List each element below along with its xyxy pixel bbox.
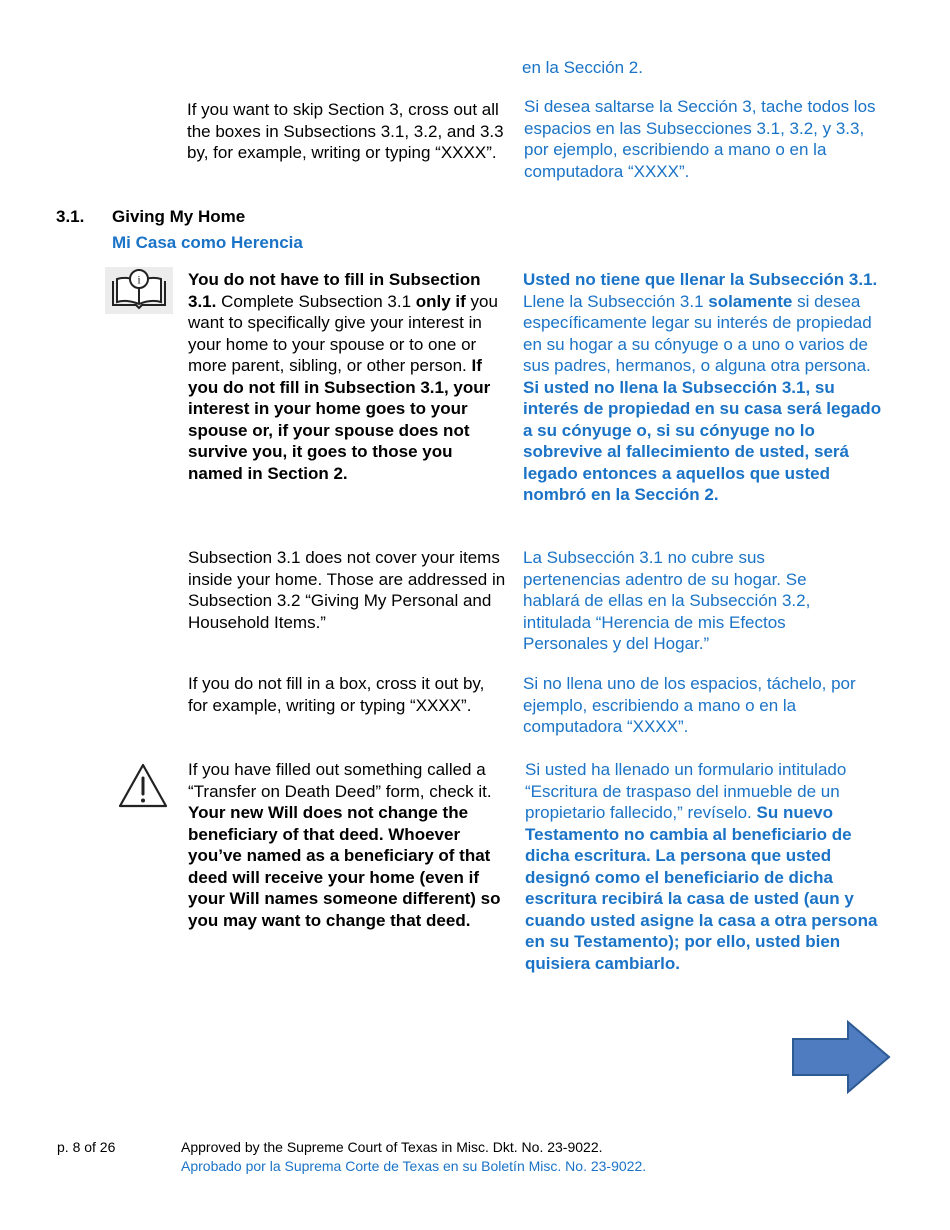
right-arrow-icon[interactable] bbox=[792, 1020, 892, 1094]
book-info-icon bbox=[105, 267, 173, 314]
warning-block-en bbox=[188, 759, 510, 931]
svg-text:i: i bbox=[137, 272, 141, 287]
info-block-es bbox=[523, 269, 885, 506]
crossout-block-en: If you do not fill in a box, cross it out by, for example, writing or typing “XXXX”. bbox=[188, 674, 485, 715]
warning-en-bold-2: Your new Will does not change the beneficiary of that deed. Whoever you’ve named as a beneficiary of that deed will receive your home (even if your Will names someone different) so you may want to change that deed. bbox=[188, 803, 501, 930]
footer-approved-es: Aprobado por la Suprema Corte de Texas en su Boletín Misc. No. 23-9022. bbox=[181, 1158, 647, 1174]
info-es-text-2: Llene la Subsección 3.1 bbox=[523, 291, 709, 311]
footer-approved-en: Approved by the Supreme Court of Texas in Misc. Dkt. No. 23-9022. bbox=[181, 1139, 603, 1155]
warning-icon bbox=[117, 761, 169, 811]
warning-en-text-1: If you have filled out something called a “Transfer on Death Deed” form, check it. bbox=[188, 760, 492, 801]
skip-section-en: If you want to skip Section 3, cross out all the boxes in Subsections 3.1, 3.2, and 3.3 by, for example, writing or typing “XXXX”. bbox=[187, 100, 504, 162]
info-en-text-2: Complete Subsection 3.1 bbox=[216, 291, 416, 311]
info-en-bold-1: You do not have to fill in Subsection 3.1. bbox=[188, 270, 481, 311]
items-block-en: Subsection 3.1 does not cover your items inside your home. Those are addressed in Subsection 3.2 “Giving My Personal and Household Items.” bbox=[188, 548, 506, 632]
section-title-es: Mi Casa como Herencia bbox=[112, 233, 303, 252]
warning-es-bold-2: Su nuevo Testamento no cambia al beneficiario de dicha escritura. La persona que usted designó como el beneficiario de dicha escritura recibirá la casa de usted (aun y cuando usted asigne la casa a otra persona en su Testamento); por ello, usted bien quisiera cambiarlo. bbox=[525, 803, 878, 973]
info-es-bold-1: Usted no tiene que llenar la Subsección 3.1. bbox=[523, 270, 878, 289]
info-en-bold-3: only if bbox=[415, 291, 466, 311]
es-continuation-text: en la Sección 2. bbox=[522, 58, 643, 77]
footer-page-number: p. 8 of 26 bbox=[57, 1139, 116, 1155]
info-block-en bbox=[188, 269, 508, 484]
warning-block-es bbox=[525, 759, 887, 974]
warning-es-text-1: Si usted ha llenado un formulario intitulado “Escritura de traspaso del inmueble de un propietario fallecido,” revíselo. bbox=[525, 760, 847, 822]
items-block-es: La Subsección 3.1 no cubre sus pertenencias adentro de su hogar. Se hablará de ellas en la Subsección 3.2, intitulada “Herencia de mis Efectos Personales y del Hogar.” bbox=[523, 548, 811, 653]
info-es-bold-3: solamente bbox=[708, 291, 793, 311]
info-es-bold-5: Si usted no llena la Subsección 3.1, su interés de propiedad en su casa será legado a su cónyuge o, si su cónyuge no lo sobrevive al fallecimiento de usted, será legado entonces a aquellos que usted nombró en la Sección 2. bbox=[523, 377, 882, 504]
crossout-block-es: Si no llena uno de los espacios, táchelo, por ejemplo, escribiendo a mano o en la computadora “XXXX”. bbox=[523, 674, 856, 736]
info-en-bold-5: If you do not fill in Subsection 3.1, your interest in your home goes to your spouse or, if your spouse does not survive you, it goes to those you named in Section 2. bbox=[188, 356, 491, 483]
section-number: 3.1. bbox=[56, 207, 85, 226]
info-es-text-4: si desea específicamente legar su interés de propiedad en su hogar a su cónyuge o a uno o varios de sus padres, hermanos, o alguna otra persona. bbox=[523, 291, 872, 375]
info-en-text-4: you want to specifically give your interest in your home to your spouse or to one or more parent, sibling, or other person. bbox=[188, 291, 498, 375]
skip-section-es: Si desea saltarse la Sección 3, tache todos los espacios en las Subsecciones 3.1, 3.2, y 3.3, por ejemplo, escribiendo a mano o en la computadora “XXXX”. bbox=[524, 97, 876, 181]
section-title-en: Giving My Home bbox=[112, 207, 246, 226]
